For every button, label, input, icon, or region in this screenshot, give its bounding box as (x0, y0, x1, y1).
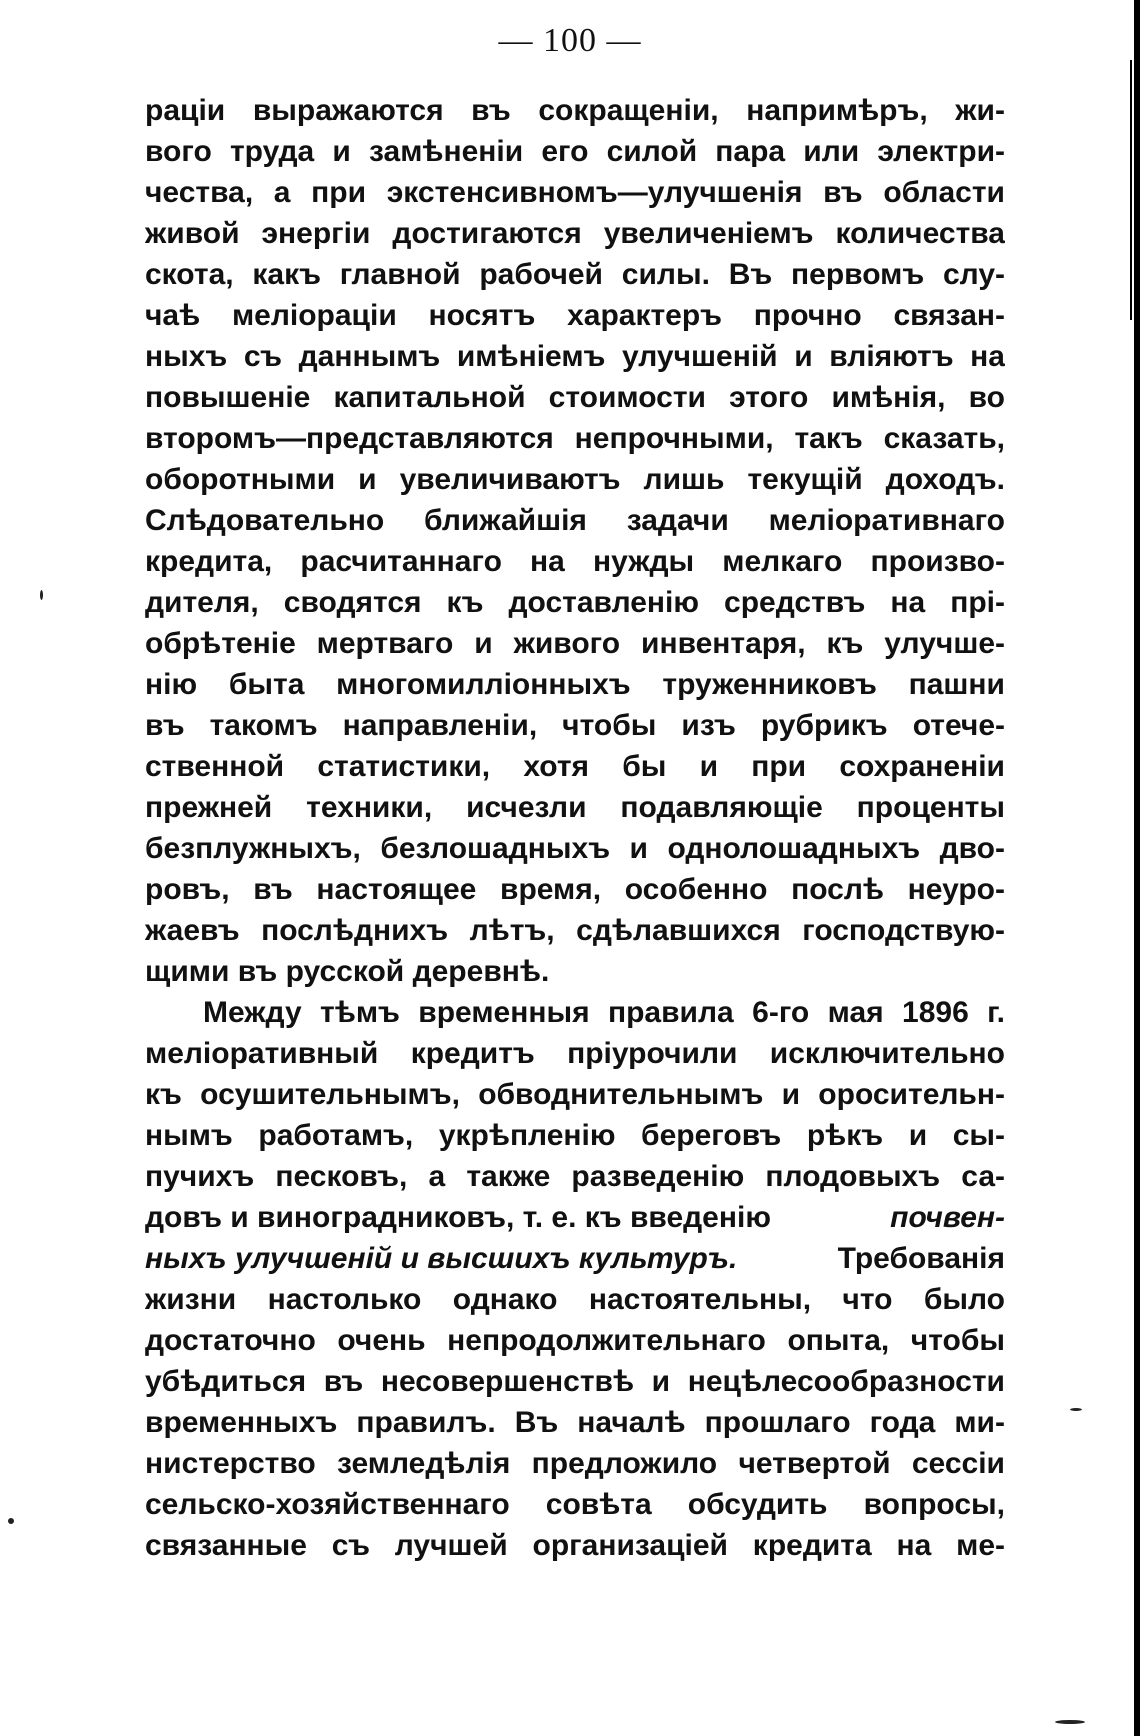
italic-segment: ныхъ улучшеній и высшихъ культуръ. (145, 1242, 738, 1275)
text-line: обрѣтеніе мертваго и живого инвентаря, къ улучше- (145, 627, 1005, 660)
text-line: сельско-хозяйственнаго совѣта обсудить вопросы, (145, 1488, 1005, 1521)
text-line: нистерство земледѣлія предложило четвертой сессіи (145, 1447, 1005, 1480)
scan-edge (1134, 0, 1140, 1736)
body-text (145, 90, 1005, 1566)
text-line: ственной статистики, хотя бы и при сохраненіи (145, 750, 1005, 783)
scan-speck (1070, 1408, 1082, 1411)
text-line: безплужныхъ, безлошадныхъ и однолошадныхъ дво- (145, 832, 1005, 865)
text-line: ровъ, въ настоящее время, особенно послѣ неуро- (145, 873, 1005, 906)
text-line: вого труда и замѣненіи его силой пара или электри- (145, 135, 1005, 168)
scan-edge-mark (1130, 60, 1132, 320)
text-line: чества, а при экстенсивномъ—улучшенія въ области (145, 176, 1005, 209)
text-line: связанные съ лучшей организаціей кредита на ме- (145, 1529, 1005, 1562)
text-line: живой энергіи достигаются увеличеніемъ количества (145, 217, 1005, 250)
text-line: пучихъ песковъ, а также разведенію плодовыхъ са- (145, 1160, 1005, 1193)
paragraph-end-line: щими въ русской деревнѣ. (145, 955, 550, 988)
text-line: достаточно очень непродолжительнаго опыта, чтобы (145, 1324, 1005, 1357)
text-line: второмъ—представляются непрочными, такъ сказать, (145, 422, 1005, 455)
text-line: повышеніе капитальной стоимости этого имѣнія, во (145, 381, 1005, 414)
text-line: прежней техники, исчезли подавляющіе проценты (145, 791, 1005, 824)
text-line-mixed (145, 1238, 1005, 1279)
page-number: — 100 — (498, 22, 642, 59)
text-line: кредита, расчитаннаго на нужды мелкаго произво- (145, 545, 1005, 578)
text-line: въ такомъ направленіи, чтобы изъ рубрикъ отече- (145, 709, 1005, 742)
text-line: скота, какъ главной рабочей силы. Въ первомъ слу- (145, 258, 1005, 291)
text-line: нымъ работамъ, укрѣпленію береговъ рѣкъ и сы- (145, 1119, 1005, 1152)
text-line: нію быта многомилліонныхъ труженниковъ пашни (145, 668, 1005, 701)
text-segment: довъ и виноградниковъ, т. е. къ введенію (145, 1201, 771, 1234)
text-line: раціи выражаются въ сокращеніи, напримѣръ, жи- (145, 94, 1005, 127)
text-line: ныхъ съ даннымъ имѣніемъ улучшеній и вліяютъ на (145, 340, 1005, 373)
text-line-mixed (145, 1197, 1005, 1238)
text-line: убѣдиться въ несовершенствѣ и нецѣлесообразности (145, 1365, 1005, 1398)
text-line: къ осушительнымъ, обводнительнымъ и оросительн- (145, 1078, 1005, 1111)
text-line: жаевъ послѣднихъ лѣтъ, сдѣлавшихся господствую- (145, 914, 1005, 947)
text-line: временныхъ правилъ. Въ началѣ прошлаго года ми- (145, 1406, 1005, 1439)
text-line: дителя, сводятся къ доставленію средствъ на прі- (145, 586, 1005, 619)
text-line: меліоративный кредитъ пріурочили исключительно (145, 1037, 1005, 1070)
scan-speck (8, 1518, 14, 1524)
text-line: Слѣдовательно ближайшія задачи меліоративнаго (145, 504, 1005, 537)
text-segment: Требованія (837, 1242, 1005, 1275)
text-line: оборотными и увеличиваютъ лишь текущій доходъ. (145, 463, 1005, 496)
italic-segment: почвен- (890, 1201, 1005, 1234)
paragraph-start-line: Между тѣмъ временныя правила 6-го мая 1896 г. (203, 996, 1005, 1029)
text-line: жизни настолько однако настоятельны, что было (145, 1283, 1005, 1316)
text-line: чаѣ меліораціи носятъ характеръ прочно связан- (145, 299, 1005, 332)
scan-speck (1055, 1720, 1085, 1724)
scan-speck (40, 590, 43, 600)
